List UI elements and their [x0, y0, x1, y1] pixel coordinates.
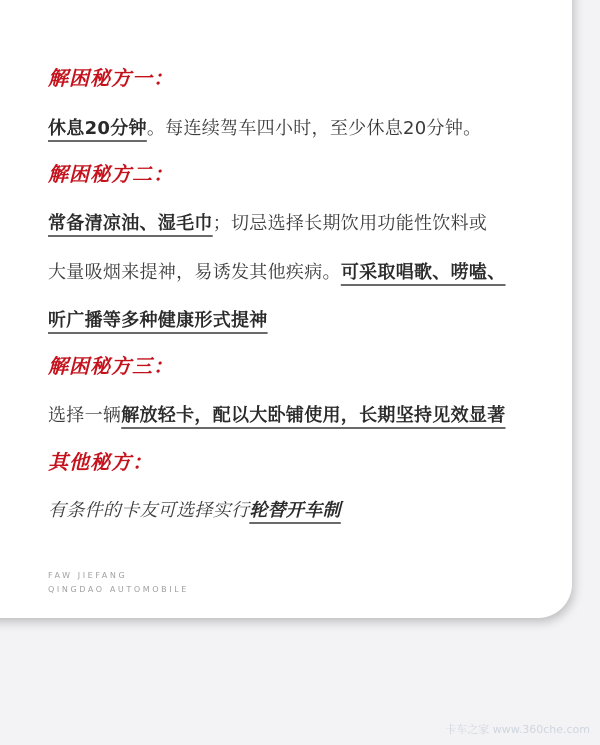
- section-3-line-1: [48, 401, 506, 427]
- highlight-text: 休息20分钟: [48, 118, 147, 139]
- section-4-heading: 其他秘方：: [48, 450, 153, 474]
- section-1-heading: 解困秘方一：: [48, 66, 174, 90]
- highlight-text: 可采取唱歌、唠嗑、: [340, 262, 506, 283]
- section-2-line-2: [48, 258, 506, 284]
- section-2-line-1: [48, 209, 487, 235]
- section-4-line-1: [48, 496, 341, 522]
- highlight-text: 解放轻卡，配以大卧铺使用，长期坚持见效显著: [121, 405, 506, 426]
- section-2-line-3: [48, 306, 268, 332]
- highlight-text: 常备清凉油、湿毛巾: [48, 213, 213, 234]
- section-3-heading: 解困秘方三：: [48, 354, 174, 378]
- watermark: 卡车之家 www.360che.com: [445, 723, 590, 736]
- body-text: 。每连续驾车四小时，至少休息20分钟。: [146, 118, 482, 139]
- body-text: 选择一辆: [48, 405, 122, 426]
- body-text: ；切忌选择长期饮用功能性饮料或: [212, 213, 488, 234]
- section-1-line-1: [48, 114, 481, 140]
- brand-line-1: FAW JIEFANG: [48, 571, 128, 580]
- brand-line-2: QINGDAO AUTOMOBILE: [48, 585, 189, 594]
- section-2-heading: 解困秘方二：: [48, 162, 174, 186]
- highlight-text: 听广播等多种健康形式提神: [48, 310, 268, 331]
- body-text: 大量吸烟来提神，易诱发其他疾病。: [48, 262, 341, 283]
- body-text: 有条件的卡友可选择实行: [48, 500, 250, 521]
- highlight-text: 轮替开车制: [249, 500, 341, 521]
